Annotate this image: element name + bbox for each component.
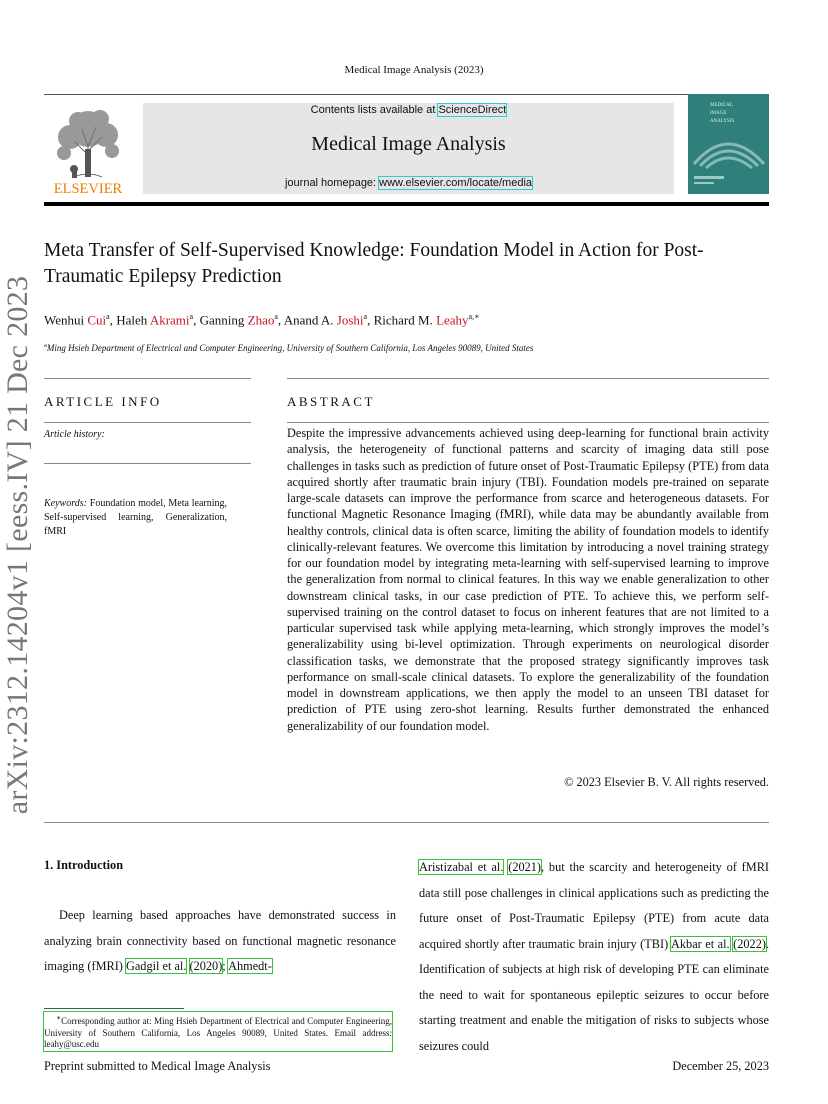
intro-text: , but the scarcity and heterogeneity of fMRI data still pose challenges in clinical applications such as predicting the future onset of Post-Traumatic Epilepsy (PTE) from acute data acquired shortly after traumatic brain injury (TBI) bbox=[419, 860, 770, 951]
footnote-mark: ∗ bbox=[56, 1013, 62, 1022]
abstract-text: Despite the impressive advancements achieved using deep-learning for functional brain activity analysis, the heterogeneity of functional patterns and scarcity of imaging data still pose challenges in tasks such as prediction of future onset of Post-Traumatic Epilepsy (PTE) from data acquired shortly after traumatic brain injury (TBI). Foundation models pre-trained on separate large-scale datasets can improve the performance from scarce and heterogeneous datasets. For functional Magnetic Resonance Imaging (fMRI), while data may be abundantly available from healthy controls, clinical data is often scarce, limiting the ability of foundation models to identify clinically-relevant features. We overcome this limitation by introducing a novel training strategy for our foundation model by integrating meta-learning with self-supervised learning to improve the generalization from normal to clinical features. In this way we enable generalization to other downstream clinical tasks, in our case prediction of PTE. To achieve this, we perform self-supervised training on the control dataset to focus on inherent features that are not limited to a particular supervised task while applying meta-learning, which strongly improves the model’s generalizability using bi-level optimization. Through experiments on neurological disorder classification tasks, we demonstrate that the proposed strategy significantly improves task performance on small-scale clinical datasets. To explore the generalizability of the foundation model in downstream applications, we then apply the model to an unseen TBI dataset for prediction of PTE using zero-shot learning. Results further demonstrated the enhanced generalizability of our foundation model. bbox=[287, 426, 769, 733]
author-sup: a bbox=[363, 312, 368, 321]
article-info-heading: ARTICLE INFO bbox=[44, 394, 162, 409]
author-first: Haleh bbox=[116, 312, 150, 328]
cover-text-1: MEDICAL bbox=[710, 103, 733, 108]
affiliation-text: Ming Hsieh Department of Electrical and Computer Engineering, University of Southern California, Los Angeles 90089, United States bbox=[46, 343, 534, 353]
abstract-heading: ABSTRACT bbox=[287, 394, 375, 409]
footnote-rule bbox=[44, 1008, 184, 1009]
citation-link[interactable]: Ahmedt- bbox=[228, 959, 272, 973]
citation-link[interactable]: Gadgil et al. bbox=[125, 959, 187, 973]
thick-rule bbox=[44, 202, 769, 206]
keywords-label: Keywords: bbox=[44, 498, 87, 509]
author-first: Richard M. bbox=[373, 312, 437, 328]
journal-cover-icon bbox=[688, 94, 769, 194]
abstract-rule bbox=[287, 378, 769, 379]
section-heading-introduction: 1. Introduction bbox=[44, 858, 124, 872]
paper-title: Meta Transfer of Self-Supervised Knowledge: Foundation Model in Action for Post-Traumatic Epilepsy Prediction bbox=[44, 240, 704, 287]
author-link[interactable]: Leahy bbox=[436, 312, 469, 328]
cover-text-3: ANALYSIS bbox=[710, 119, 735, 124]
copyright: © 2023 Elsevier B. V. All rights reserved. bbox=[564, 775, 769, 789]
elsevier-logo bbox=[44, 103, 132, 195]
citation-year-link[interactable]: (2020) bbox=[189, 959, 223, 973]
article-info-rule bbox=[44, 378, 251, 379]
author-list bbox=[44, 312, 480, 328]
footer-preprint: Preprint submitted to Medical Image Analysis bbox=[44, 1059, 271, 1073]
citation-year-link[interactable]: (2022) bbox=[733, 936, 766, 951]
contents-prefix: Contents lists available at bbox=[310, 104, 439, 116]
footnote-corresponding-author[interactable] bbox=[44, 1012, 392, 1051]
citation-link[interactable]: Aristizabal et al. bbox=[419, 860, 504, 874]
intro-column-left bbox=[44, 903, 396, 980]
article-history: Article history: bbox=[44, 429, 105, 440]
intro-sep: ; bbox=[222, 959, 229, 973]
author-sep: , bbox=[367, 312, 374, 328]
author-first: Ganning bbox=[199, 312, 248, 328]
affiliation bbox=[44, 342, 533, 353]
author-link[interactable]: Zhao bbox=[247, 312, 275, 328]
homepage-link[interactable]: www.elsevier.com/locate/media bbox=[379, 177, 533, 189]
keywords bbox=[44, 497, 227, 539]
keywords-text: Foundation model, Meta learning, Self-supervised learning, Generalization, fMRI bbox=[44, 498, 227, 537]
affiliation-sup: a bbox=[44, 342, 47, 349]
author-link[interactable]: Cui bbox=[87, 312, 107, 328]
intro-text: . Identification of subjects at high risk of developing PTE can eliminate the need to wait for spontaneous epileptic seizures to occur before starting treatment and enable the mitigation of risks to subjects whose seizures could bbox=[419, 936, 770, 1053]
abstract-rule bbox=[287, 422, 769, 423]
article-info-rule bbox=[44, 422, 251, 423]
elsevier-tree-icon bbox=[44, 103, 132, 195]
footer-date: December 25, 2023 bbox=[672, 1059, 769, 1073]
running-head: Medical Image Analysis (2023) bbox=[344, 64, 484, 76]
author-sep: , bbox=[193, 312, 200, 328]
article-info-rule bbox=[44, 463, 251, 464]
author-link[interactable]: Joshi bbox=[336, 312, 364, 328]
author-sep: , bbox=[109, 312, 117, 328]
section-rule bbox=[44, 822, 769, 823]
author-sep: , bbox=[277, 312, 284, 328]
intro-text: Deep learning based approaches have demonstrated success in analyzing brain connectivity based on functional magnetic resonance imaging (fMRI) bbox=[44, 908, 396, 973]
top-rule bbox=[44, 94, 769, 95]
elsevier-wordmark: ELSEVIER bbox=[53, 181, 123, 195]
journal-cover-thumbnail bbox=[688, 94, 769, 194]
author-sup: a,∗ bbox=[468, 312, 480, 321]
author-sup: a bbox=[106, 312, 110, 321]
citation-link[interactable]: Akbar et al. bbox=[671, 936, 730, 951]
sciencedirect-link[interactable]: ScienceDirect bbox=[438, 104, 507, 116]
homepage-line bbox=[143, 177, 674, 189]
intro-column-right bbox=[419, 855, 769, 1059]
contents-line bbox=[143, 104, 674, 116]
citation-year-link[interactable]: (2021) bbox=[508, 860, 542, 874]
cover-text-2: IMAGE bbox=[710, 111, 727, 116]
author-sup: a bbox=[274, 312, 278, 321]
author-link[interactable]: Akrami bbox=[149, 312, 190, 328]
journal-name: Medical Image Analysis bbox=[311, 133, 506, 155]
author-first: Anand A. bbox=[283, 312, 337, 328]
footnote-text: Corresponding author at: Ming Hsieh Department of Electrical and Computer Engineering, University of Southern California, Los Angeles 90089, United States. Email address: leahy@usc.edu bbox=[44, 1016, 392, 1049]
author-first: Wenhui bbox=[44, 312, 88, 328]
author-sup: a bbox=[189, 312, 194, 321]
arxiv-stamp-text: arXiv:2312.14204v1 [eess.IV] 21 Dec 2023 bbox=[1, 275, 34, 815]
homepage-prefix: journal homepage: bbox=[284, 177, 380, 189]
